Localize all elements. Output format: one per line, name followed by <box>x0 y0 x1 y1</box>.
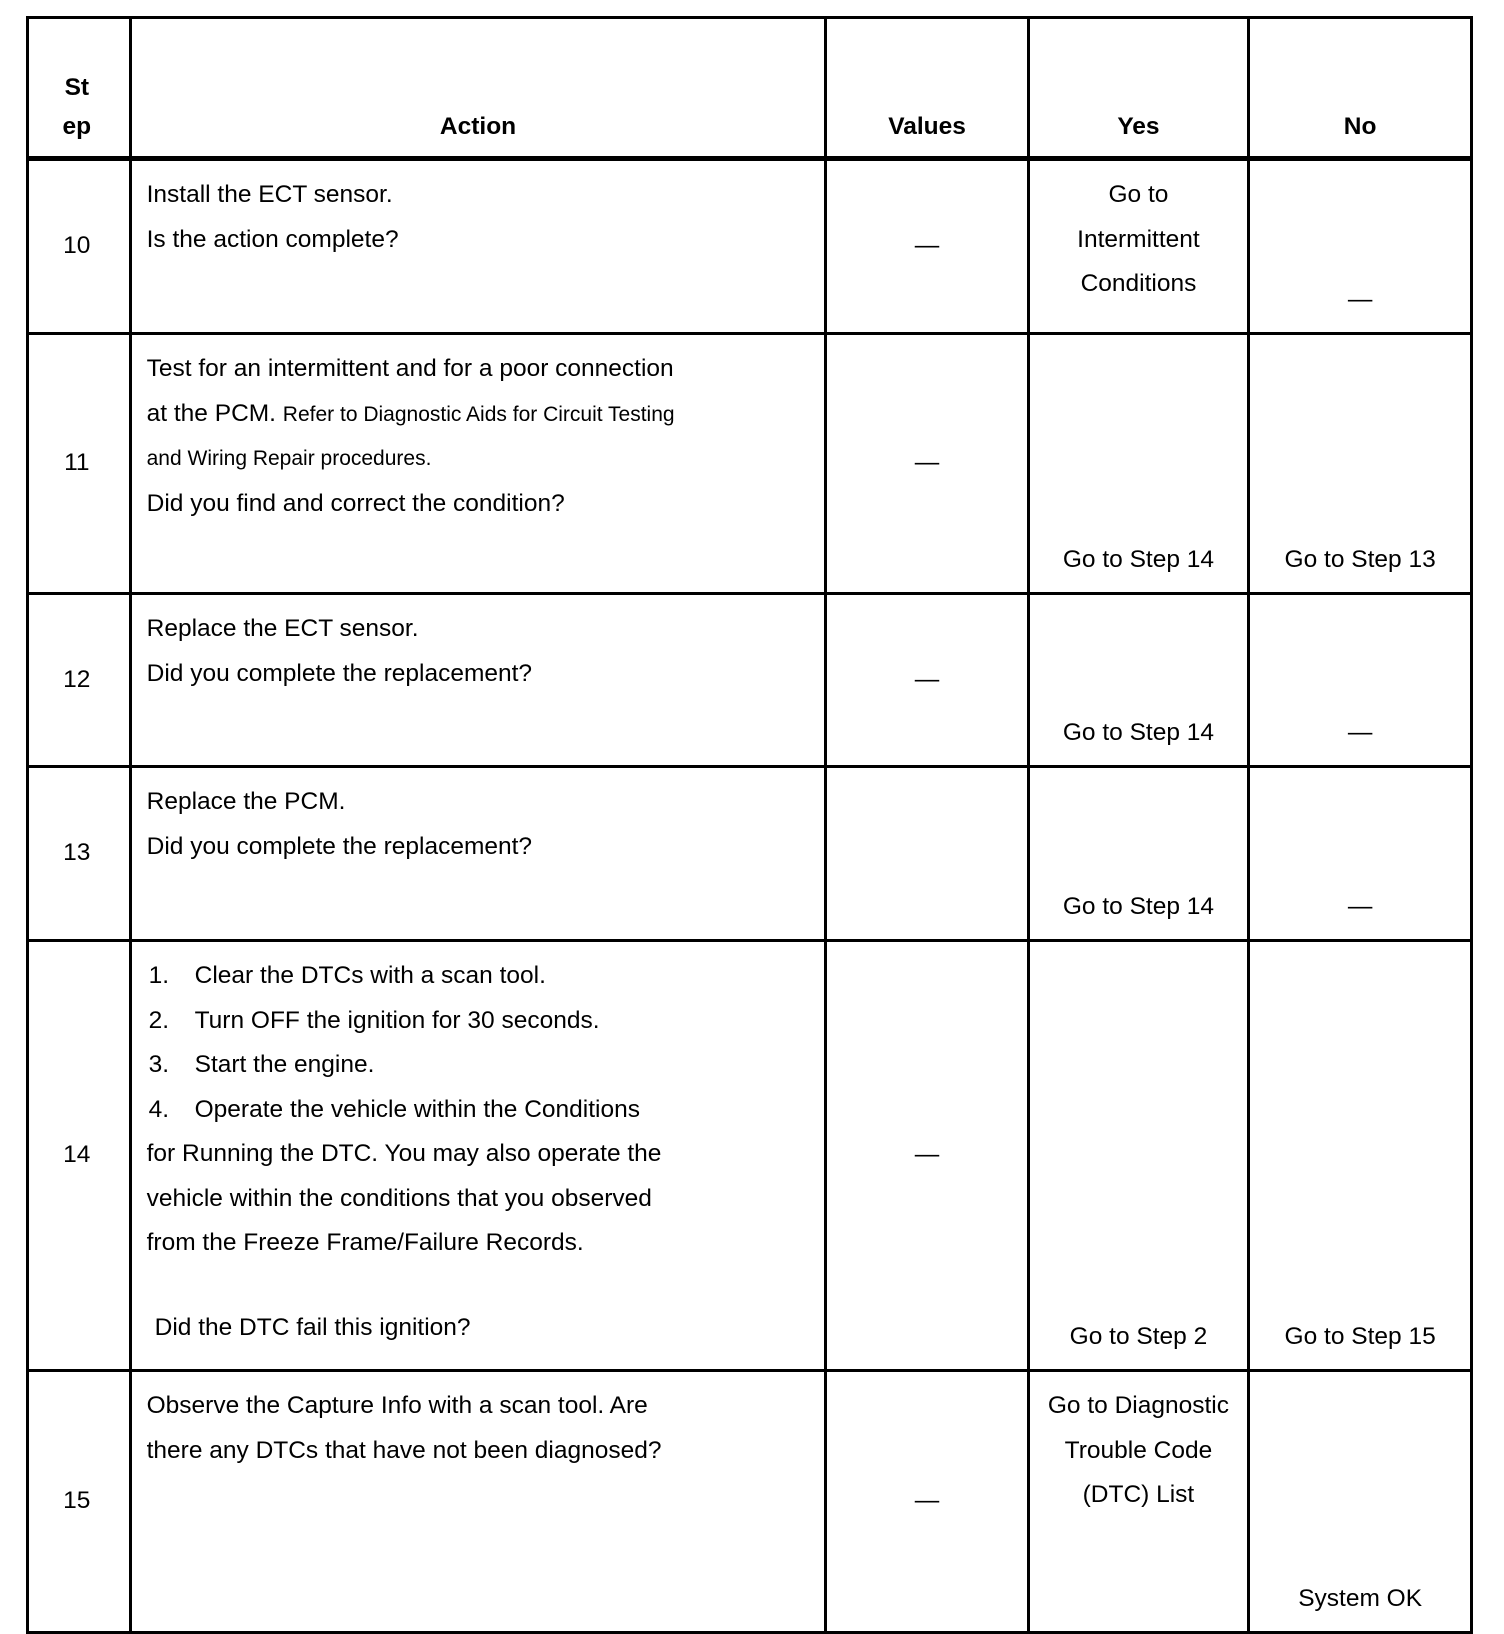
step-number: 14 <box>28 941 131 1371</box>
table-row <box>28 159 1472 334</box>
list-item: 1. Clear the DTCs with a scan tool. <box>148 962 546 989</box>
yes-cell: Go to Step 2 <box>1028 941 1249 1371</box>
table-row <box>28 1371 1472 1633</box>
table-row <box>28 941 1472 1371</box>
list-item: 3. Start the engine. <box>148 1051 375 1078</box>
no-cell: — <box>1249 594 1472 767</box>
list-item: 4. Operate the vehicle within the Conditions <box>148 1095 640 1123</box>
yes-cell: Go to Intermittent Conditions <box>1028 159 1249 334</box>
yes-cell: Go to Step 14 <box>1028 334 1249 594</box>
action-text: Install the ECT sensor. Is the action complete? <box>130 159 826 334</box>
values-cell: — <box>826 594 1028 767</box>
table-row <box>28 767 1472 941</box>
diagnostic-table <box>26 16 1473 1634</box>
values-cell <box>826 767 1028 941</box>
no-cell: System OK <box>1249 1371 1472 1633</box>
step-number: 11 <box>28 334 131 594</box>
action-text: Replace the ECT sensor. Did you complete the replacement? <box>130 594 826 767</box>
yes-cell: Go to Step 14 <box>1028 594 1249 767</box>
no-cell: — <box>1249 159 1472 334</box>
header-step: St ep <box>28 18 131 159</box>
yes-cell: Go to Step 14 <box>1028 767 1249 941</box>
step-number: 10 <box>28 159 131 334</box>
values-cell: — <box>826 941 1028 1371</box>
table-row <box>28 594 1472 767</box>
action-text: Observe the Capture Info with a scan tool. Are there any DTCs that have not been diagnosed? <box>130 1371 826 1633</box>
yes-cell: Go to Diagnostic Trouble Code (DTC) List <box>1028 1371 1249 1633</box>
list-item: 2. Turn OFF the ignition for 30 seconds. <box>148 1006 600 1034</box>
no-cell: Go to Step 15 <box>1249 941 1472 1371</box>
header-row <box>28 18 1472 159</box>
step-number: 12 <box>28 594 131 767</box>
no-cell: — <box>1249 767 1472 941</box>
no-cell: Go to Step 13 <box>1249 334 1472 594</box>
values-cell: — <box>826 159 1028 334</box>
table-row <box>28 334 1472 594</box>
action-text: Replace the PCM. Did you complete the replacement? <box>130 767 826 941</box>
step-number: 13 <box>28 767 131 941</box>
step-number: 15 <box>28 1371 131 1633</box>
action-text: Test for an intermittent and for a poor connection at the PCM. Refer to Diagnostic Aids for Circuit Testing and Wiring Repair procedures. Did you find and correct the condition? <box>130 334 826 594</box>
header-values: Values <box>826 18 1028 159</box>
header-action: Action <box>130 18 826 159</box>
header-no: No <box>1249 18 1472 159</box>
action-text: 1. Clear the DTCs with a scan tool. 2. Turn OFF the ignition for 30 seconds. 3. Start the engine. 4. Operate the vehicle within the Conditions for Running the DTC. You may also operate the vehicle within the conditions that you observed from the Freeze Frame/Failure Records. Did the DTC fail this ignition? <box>130 941 826 1371</box>
header-yes: Yes <box>1028 18 1249 159</box>
step-list <box>147 954 815 1132</box>
values-cell: — <box>826 334 1028 594</box>
values-cell: — <box>826 1371 1028 1633</box>
